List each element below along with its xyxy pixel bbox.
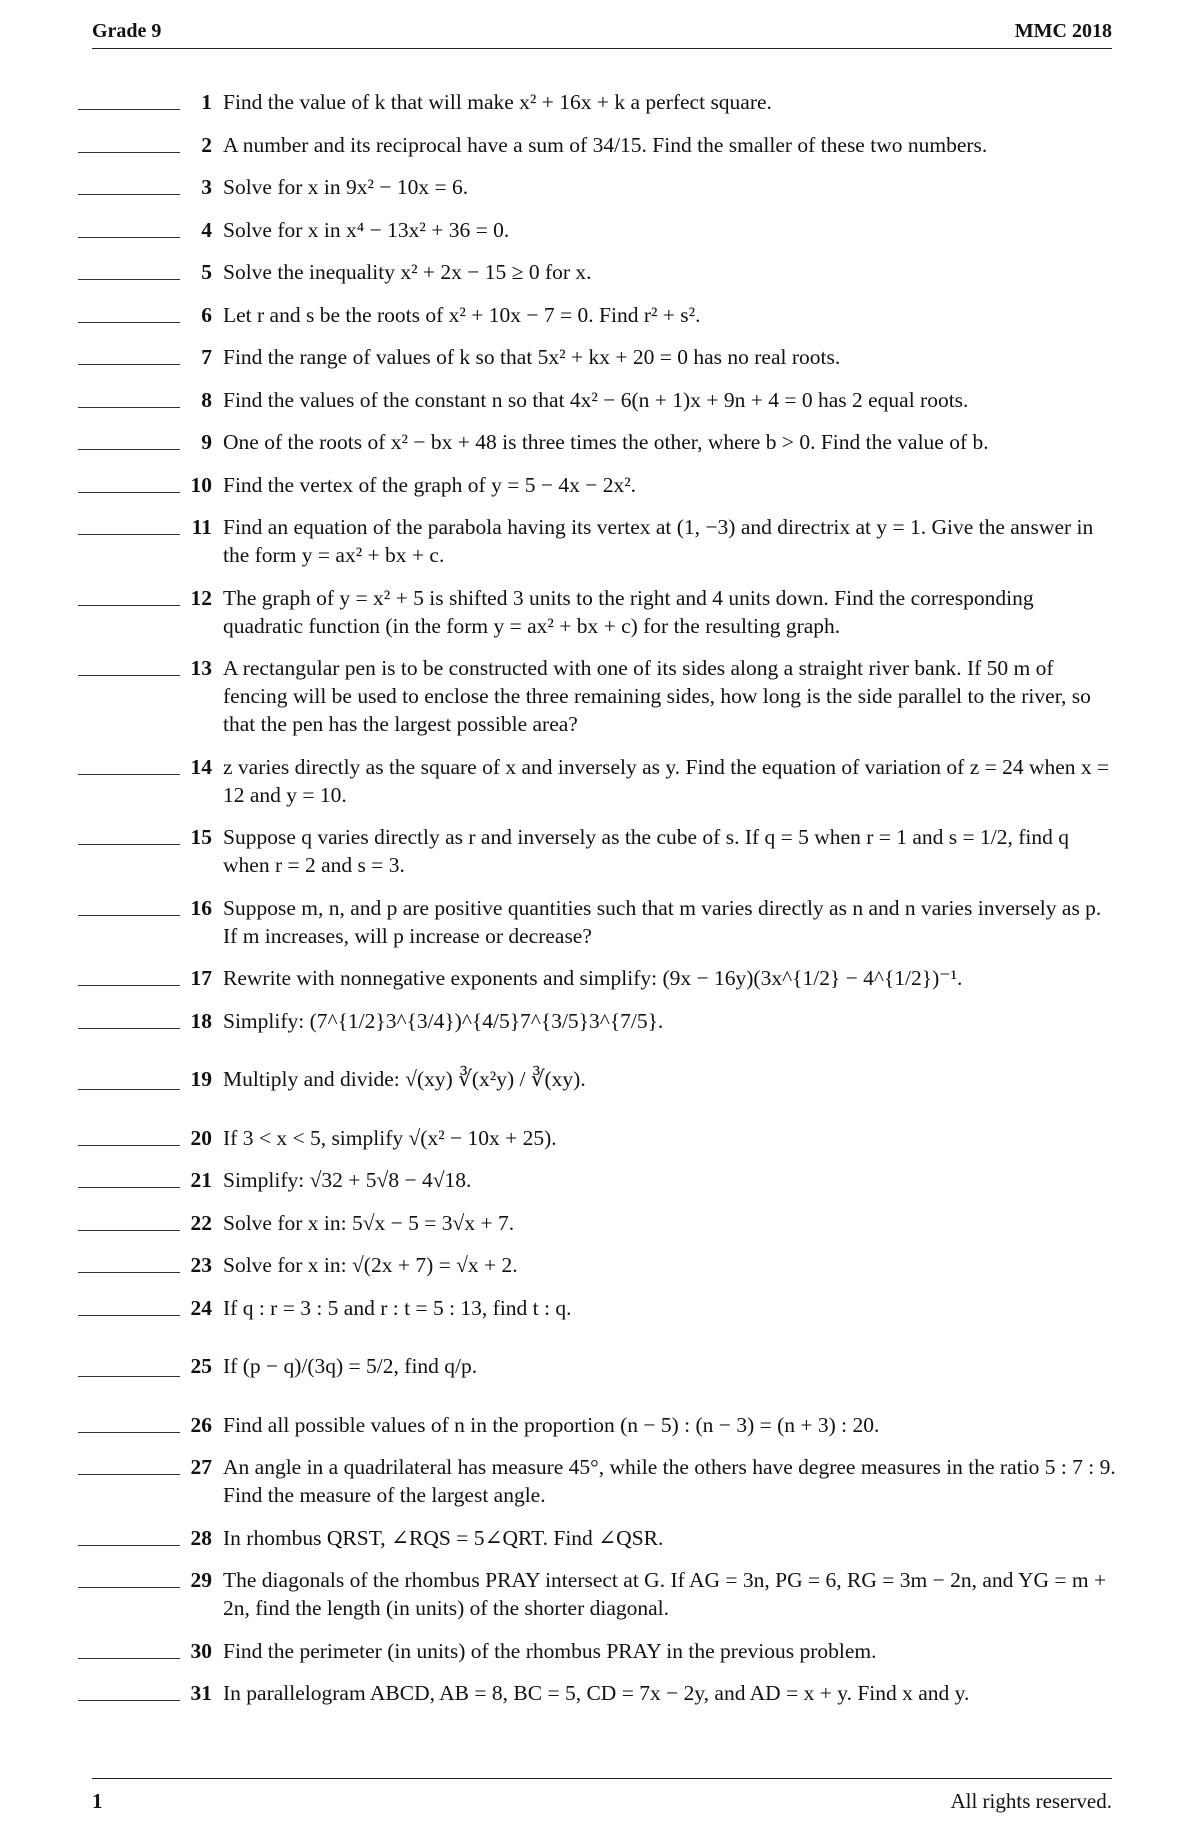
problem-text: Find the values of the constant n so that 4x² − 6(n + 1)x + 9n + 4 = 0 has 2 equal roots. bbox=[223, 387, 969, 412]
problem-row bbox=[78, 1411, 1118, 1439]
answer-blank[interactable] bbox=[78, 216, 180, 238]
problem-row bbox=[78, 301, 1118, 329]
grade-label: Grade 9 bbox=[92, 20, 162, 42]
problem-text: Find the value of k that will make x² + 16x + k a perfect square. bbox=[223, 90, 772, 114]
answer-blank[interactable] bbox=[78, 173, 180, 195]
problem-number: 10 bbox=[190, 472, 212, 497]
problem-number: 22 bbox=[190, 1210, 212, 1235]
problem-number: 7 bbox=[201, 345, 212, 369]
problem-row bbox=[78, 1166, 1118, 1194]
problem-number: 19 bbox=[190, 1067, 212, 1091]
answer-blank[interactable] bbox=[78, 753, 180, 775]
problem-text: Suppose m, n, and p are positive quantities such that m varies directly as n and n varies inversely as p. If m increases, will p increase or decrease? bbox=[223, 895, 1102, 948]
problem-number: 11 bbox=[191, 515, 212, 539]
problem-text: Find an equation of the parabola having its vertex at (1, −3) and directrix at y = 1. Give the answer in the form y = ax² + bx + c. bbox=[223, 515, 1094, 567]
page-number: 1 bbox=[92, 1789, 103, 1813]
rights-notice: All rights reserved. bbox=[950, 1789, 1112, 1813]
problem-text: Solve for x in x⁴ − 13x² + 36 = 0. bbox=[223, 217, 510, 242]
problem-text: Solve the inequality x² + 2x − 15 ≥ 0 for x. bbox=[223, 260, 592, 284]
problem-number: 28 bbox=[190, 1525, 212, 1550]
answer-blank[interactable] bbox=[78, 1637, 180, 1659]
problem-row bbox=[78, 1007, 1118, 1035]
problem-text: If q : r = 3 : 5 and r : t = 5 : 13, find t : q. bbox=[223, 1295, 572, 1320]
problem-text: A rectangular pen is to be constructed with one of its sides along a straight river bank. If 50 m of fencing will be used to enclose the three remaining sides, how long is the side parallel to the river, so that the pen has the largest possible area? bbox=[223, 656, 1091, 736]
problem-row bbox=[78, 964, 1118, 992]
problem-row bbox=[78, 823, 1118, 879]
problem-text: Find the vertex of the graph of y = 5 − 4x − 2x². bbox=[223, 472, 637, 497]
problem-text: Rewrite with nonnegative exponents and simplify: (9x − 16y)(3x^{1/2} − 4^{1/2})⁻¹. bbox=[223, 966, 963, 990]
contest-label: MMC 2018 bbox=[1014, 20, 1112, 42]
answer-blank[interactable] bbox=[78, 343, 180, 365]
problem-text: In rhombus QRST, ∠RQS = 5∠QRT. Find ∠QSR. bbox=[223, 1525, 664, 1550]
problem-text: Solve for x in: √(2x + 7) = √x + 2. bbox=[223, 1253, 518, 1277]
problem-row bbox=[78, 654, 1118, 738]
answer-blank[interactable] bbox=[78, 1453, 180, 1475]
answer-blank[interactable] bbox=[78, 964, 180, 986]
problem-number: 2 bbox=[201, 132, 212, 157]
problem-text: The graph of y = x² + 5 is shifted 3 units to the right and 4 units down. Find the corresponding quadratic function (in the form y = ax² + bx + c) for the resulting graph. bbox=[223, 585, 1034, 638]
problem-text: Solve for x in: 5√x − 5 = 3√x + 7. bbox=[223, 1210, 515, 1235]
answer-blank[interactable] bbox=[78, 1679, 180, 1701]
answer-blank[interactable] bbox=[78, 1068, 180, 1090]
problem-row bbox=[78, 1294, 1118, 1322]
answer-blank[interactable] bbox=[78, 301, 180, 323]
problem-number: 6 bbox=[201, 302, 212, 327]
problem-row bbox=[78, 131, 1118, 159]
problem-number: 8 bbox=[201, 387, 212, 412]
problem-row bbox=[78, 1637, 1118, 1665]
answer-blank[interactable] bbox=[78, 258, 180, 280]
problem-number: 20 bbox=[190, 1125, 212, 1150]
problem-row bbox=[78, 894, 1118, 950]
problem-number: 18 bbox=[190, 1008, 212, 1033]
answer-blank[interactable] bbox=[78, 471, 180, 493]
problem-number: 14 bbox=[190, 754, 212, 779]
answer-blank[interactable] bbox=[78, 823, 180, 845]
problem-text: Let r and s be the roots of x² + 10x − 7 = 0. Find r² + s². bbox=[223, 302, 701, 327]
problem-number: 1 bbox=[201, 90, 212, 114]
page-footer bbox=[92, 1778, 1112, 1813]
problem-text: If (p − q)/(3q) = 5/2, find q/p. bbox=[223, 1354, 478, 1378]
problem-number: 15 bbox=[190, 825, 212, 849]
problem-list bbox=[78, 88, 1118, 1722]
problem-row bbox=[78, 1524, 1118, 1552]
problem-number: 9 bbox=[201, 430, 212, 454]
problem-number: 12 bbox=[190, 585, 212, 610]
answer-blank[interactable] bbox=[78, 1411, 180, 1433]
problem-row bbox=[78, 471, 1118, 499]
problem-row bbox=[78, 1679, 1118, 1707]
problem-row bbox=[78, 513, 1118, 569]
answer-blank[interactable] bbox=[78, 1566, 180, 1588]
problem-number: 31 bbox=[190, 1681, 212, 1705]
problem-number: 26 bbox=[190, 1412, 212, 1437]
answer-blank[interactable] bbox=[78, 386, 180, 408]
problem-number: 23 bbox=[190, 1253, 212, 1277]
problem-number: 16 bbox=[190, 895, 212, 920]
answer-blank[interactable] bbox=[78, 1251, 180, 1273]
answer-blank[interactable] bbox=[78, 428, 180, 450]
problem-row bbox=[78, 1566, 1118, 1622]
problem-row bbox=[78, 753, 1118, 809]
problem-row bbox=[78, 1124, 1118, 1152]
problem-text: A number and its reciprocal have a sum of 34/15. Find the smaller of these two numbers. bbox=[223, 132, 988, 157]
problem-text: Find the range of values of k so that 5x² + kx + 20 = 0 has no real roots. bbox=[223, 345, 841, 369]
problem-text: The diagonals of the rhombus PRAY intersect at G. If AG = 3n, PG = 6, RG = 3m − 2n, and YG = m + 2n, find the length (in units) of the shorter diagonal. bbox=[223, 1568, 1107, 1620]
problem-row bbox=[78, 1336, 1118, 1396]
answer-blank[interactable] bbox=[78, 1209, 180, 1231]
problem-row bbox=[78, 428, 1118, 456]
problem-number: 17 bbox=[190, 966, 212, 990]
problem-number: 13 bbox=[190, 656, 212, 680]
answer-blank[interactable] bbox=[78, 894, 180, 916]
problem-row bbox=[78, 88, 1118, 116]
problem-number: 30 bbox=[190, 1638, 212, 1663]
problem-number: 27 bbox=[190, 1455, 212, 1479]
problem-number: 29 bbox=[190, 1568, 212, 1592]
answer-blank[interactable] bbox=[78, 88, 180, 110]
problem-text: Solve for x in 9x² − 10x = 6. bbox=[223, 175, 469, 199]
answer-blank[interactable] bbox=[78, 131, 180, 153]
problem-row bbox=[78, 258, 1118, 286]
answer-blank[interactable] bbox=[78, 1124, 180, 1146]
problem-row bbox=[78, 1049, 1118, 1109]
problem-text: Find all possible values of n in the proportion (n − 5) : (n − 3) = (n + 3) : 20. bbox=[223, 1412, 880, 1437]
answer-blank[interactable] bbox=[78, 1166, 180, 1188]
problem-text: One of the roots of x² − bx + 48 is three times the other, where b > 0. Find the value of b. bbox=[223, 430, 989, 454]
problem-row bbox=[78, 584, 1118, 640]
problem-text: Simplify: √32 + 5√8 − 4√18. bbox=[223, 1168, 472, 1192]
problem-number: 25 bbox=[190, 1354, 212, 1378]
problem-text: z varies directly as the square of x and inversely as y. Find the equation of variation of z = 24 when x = 12 and y = 10. bbox=[223, 754, 1110, 807]
problem-row bbox=[78, 386, 1118, 414]
answer-blank[interactable] bbox=[78, 1294, 180, 1316]
problem-text: Simplify: (7^{1/2}3^{3/4})^{4/5}7^{3/5}3^{7/5}. bbox=[223, 1008, 664, 1033]
problem-text: If 3 < x < 5, simplify √(x² − 10x + 25). bbox=[223, 1125, 557, 1150]
problem-number: 5 bbox=[201, 260, 212, 284]
answer-blank[interactable] bbox=[78, 1007, 180, 1029]
answer-blank[interactable] bbox=[78, 654, 180, 676]
problem-text: In parallelogram ABCD, AB = 8, BC = 5, CD = 7x − 2y, and AD = x + y. Find x and y. bbox=[223, 1681, 970, 1705]
problem-number: 21 bbox=[190, 1168, 212, 1192]
problem-text: Find the perimeter (in units) of the rhombus PRAY in the previous problem. bbox=[223, 1638, 877, 1663]
problem-text: Multiply and divide: √(xy) ∛(x²y) / ∛(xy). bbox=[223, 1067, 586, 1091]
problem-row bbox=[78, 1453, 1118, 1509]
answer-blank[interactable] bbox=[78, 584, 180, 606]
answer-blank[interactable] bbox=[78, 513, 180, 535]
problem-row bbox=[78, 216, 1118, 244]
problem-row bbox=[78, 173, 1118, 201]
problem-number: 24 bbox=[190, 1295, 212, 1320]
page-header bbox=[92, 18, 1112, 49]
problem-row bbox=[78, 1251, 1118, 1279]
problem-text: Suppose q varies directly as r and inversely as the cube of s. If q = 5 when r = 1 and s = 1/2, find q when r = 2 and s = 3. bbox=[223, 825, 1070, 877]
answer-blank[interactable] bbox=[78, 1355, 180, 1377]
problem-number: 4 bbox=[201, 217, 212, 242]
problem-text: An angle in a quadrilateral has measure 45°, while the others have degree measures in the ratio 5 : 7 : 9. Find the measure of the largest angle. bbox=[223, 1455, 1116, 1507]
problem-number: 3 bbox=[201, 175, 212, 199]
problem-row bbox=[78, 343, 1118, 371]
answer-blank[interactable] bbox=[78, 1524, 180, 1546]
problem-row bbox=[78, 1209, 1118, 1237]
